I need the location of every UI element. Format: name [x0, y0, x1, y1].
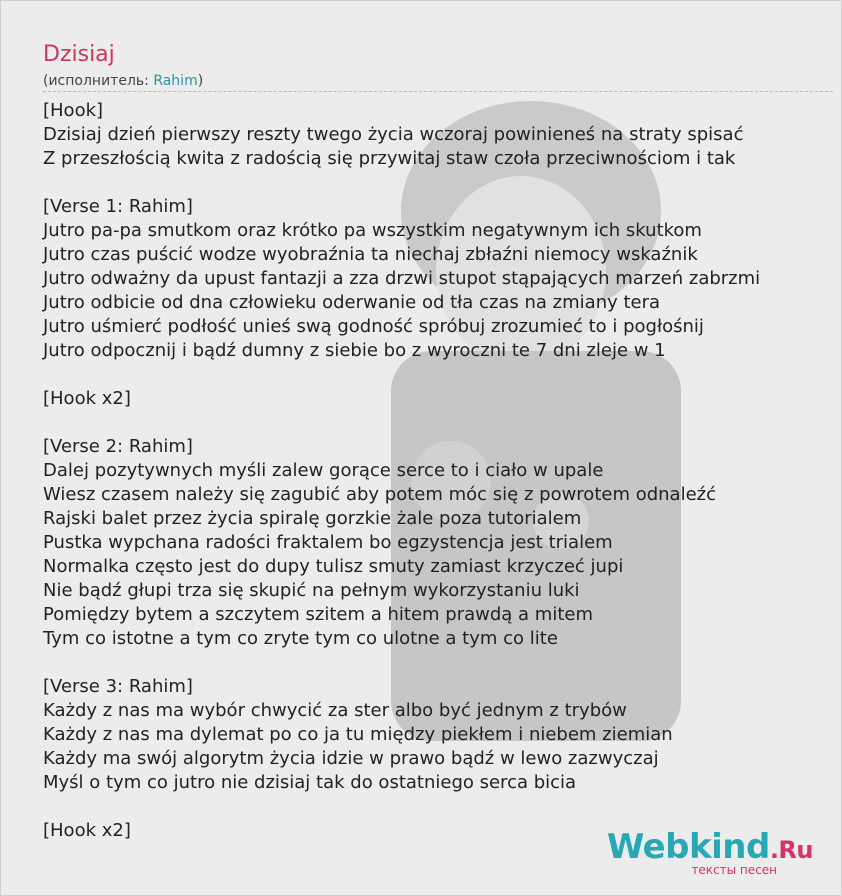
lyric-line: Jutro czas puścić wodze wyobraźnia ta niechaj zbłaźni niemocy wskaźnik: [43, 244, 698, 265]
lyric-line: Jutro odważny da upust fantazji a zza drzwi stupot stąpających marzeń zabrzmi: [43, 268, 761, 289]
artist-prefix: (исполнитель:: [43, 73, 154, 89]
lyric-line: Każdy z nas ma wybór chwycić za ster albo być jednym z trybów: [43, 700, 627, 721]
lyric-line: Jutro odbicie od dna człowieku oderwanie od tła czas na zmiany tera: [43, 292, 661, 313]
lyric-line: Rajski balet przez życia spiralę gorzkie żale poza tutorialem: [43, 508, 582, 529]
lyric-line: [43, 171, 842, 195]
lyric-line: Jutro uśmierć podłość unieś swą godność spróbuj zrozumieć to i pogłośnij: [43, 316, 704, 337]
lyrics-body: [43, 99, 842, 843]
lyric-line: Pomiędzy bytem a szczytem szitem a hitem prawdą a mitem: [43, 604, 593, 625]
song-header: [43, 41, 823, 91]
lyric-line: [Hook x2]: [43, 820, 131, 841]
lyric-line: Tym co istotne a tym co zryte tym co ulotne a tym co lite: [43, 628, 558, 649]
lyric-line: [Verse 1: Rahim]: [43, 196, 193, 217]
lyric-line: Nie bądź głupi trza się skupić na pełnym wykorzystaniu luki: [43, 580, 580, 601]
lyric-line: [43, 651, 842, 675]
lyric-line: Z przeszłością kwita z radością się przywitaj staw czoła przeciwnościom i tak: [43, 148, 736, 169]
lyric-line: Wiesz czasem należy się zagubić aby potem móc się z powrotem odnaleźć: [43, 484, 717, 505]
lyric-line: Każdy z nas ma dylemat po co ja tu między piekłem i niebem ziemian: [43, 724, 673, 745]
lyric-line: [43, 411, 842, 435]
lyric-line: [43, 363, 842, 387]
logo-name: Webkind: [606, 827, 770, 867]
lyric-line: [Verse 3: Rahim]: [43, 676, 193, 697]
header-divider: [43, 91, 833, 92]
logo-tagline: тексты песен: [691, 863, 777, 877]
lyric-line: [Hook x2]: [43, 388, 131, 409]
artist-link[interactable]: Rahim: [153, 73, 198, 89]
lyric-line: Myśl o tym co jutro nie dzisiaj tak do ostatniego serca bicia: [43, 772, 577, 793]
lyric-line: [Hook]: [43, 100, 104, 121]
lyric-line: Normalka często jest do dupy tulisz smuty zamiast krzyczeć jupi: [43, 556, 624, 577]
lyric-line: Dalej pozytywnych myśli zalew gorące serce to i ciało w upale: [43, 460, 604, 481]
artist-line: [43, 71, 823, 91]
lyric-line: Pustka wypchana radości fraktalem bo egzystencja jest trialem: [43, 532, 613, 553]
logo-tld: .Ru: [769, 836, 813, 864]
lyric-line: Jutro pa-pa smutkom oraz krótko pa wszystkim negatywnym ich skutkom: [43, 220, 702, 241]
lyric-line: Dzisiaj dzień pierwszy reszty twego życia wczoraj powinieneś na straty spisać: [43, 124, 744, 145]
lyric-line: Jutro odpocznij i bądź dumny z siebie bo z wyroczni te 7 dni zleje w 1: [43, 340, 666, 361]
lyric-line: [43, 795, 842, 819]
lyric-line: [Verse 2: Rahim]: [43, 436, 193, 457]
song-title: Dzisiaj: [43, 42, 115, 67]
artist-suffix: ): [197, 73, 204, 89]
lyric-line: Każdy ma swój algorytm życia idzie w prawo bądź w lewo zazwyczaj: [43, 748, 659, 769]
